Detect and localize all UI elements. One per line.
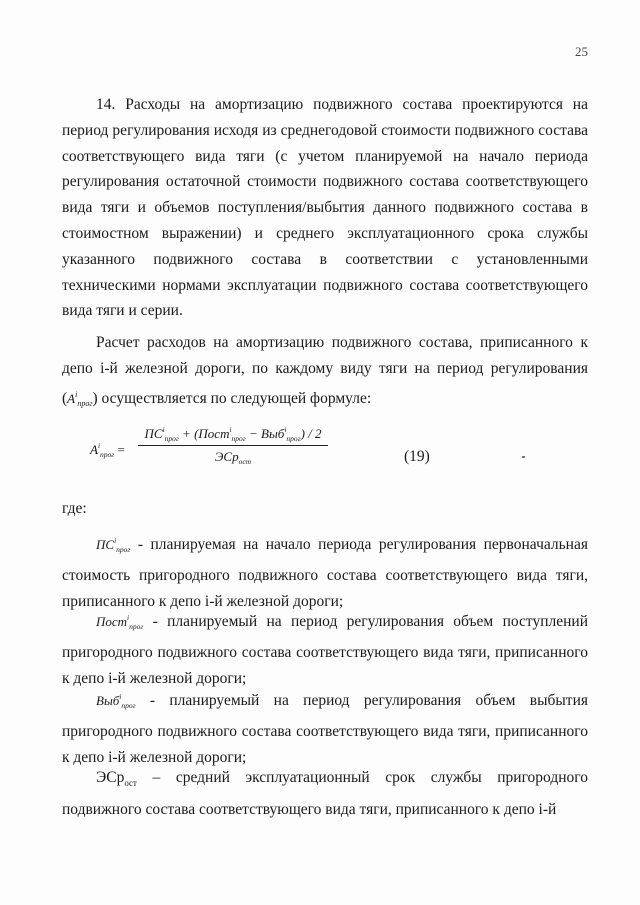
equation-number: (19) [404,448,430,465]
formula-fraction [138,425,328,466]
definition-post [62,605,588,691]
definition-post-symbol: Пост$^i_{прог}$ [96,613,144,631]
formula-19 [90,425,320,485]
definition-post-text: - планируемый на период регулирования объем поступлений пригородного подвижного состава соответствующего вида тяги, приписанного к депо i-й железной дороги; [62,613,588,687]
page-number: 25 [575,44,588,59]
formula-numerator: $ПС^i_{прог}$ + (Пост$^i_{прог}$ − Выб$^i_{прог}$) / 2 [138,425,328,446]
calc-intro-paragraph [62,330,588,416]
formula-denominator: ЭСр$_{ост}$ [214,449,252,466]
definition-ps-text: - планируемая на начало периода регулирования первоначальная стоимость пригородного подвижного состава соответствующего вида тяги, приписанного к депо i-й железной дороги; [62,536,588,610]
where-paragraph [62,496,588,522]
definition-esr [62,765,588,823]
where-label: где: [62,500,87,517]
calc-intro-part1: Расчет расходов на амортизацию подвижного состава, приписанного к депо i-й железной дороги, по каждому виду тяги на период регулирования ( [62,334,588,407]
definition-vyb [62,684,588,770]
calc-intro-part2: ) осуществляется по следующей формуле: [92,389,372,407]
definition-esr-symbol: ЭСр$_{ост}$ [96,769,137,789]
definition-vyb-symbol: Выб$^i_{прог}$ [96,692,136,710]
inline-symbol-a-prog: $A^i_{прог}$ [67,389,93,408]
calc-intro-text [62,330,588,416]
paragraph-14-text: 14. Расходы на амортизацию подвижного состава проектируются на период регулирования исходя из среднегодовой стоимости подвижного состава соответствующего вида тяги (с учетом планируемой на начало периода регулирования остаточной стоимости подвижного состава соответствующего вида тяги и объемов поступления/выбытия данного подвижного состава в стоимостном выражении) и среднего эксплуатационного срока службы указанного подвижного состава в соответствии с установленными техническими нормами эксплуатации подвижного состава соответствующего вида тяги и серии. [62,96,588,320]
paragraph-14 [62,92,588,324]
definition-esr-text: – средний эксплуатационный срок службы пригородного подвижного состава соответствующего вида тяги, приписанного к депо i-й [62,769,588,818]
scan-speck [522,456,525,458]
definition-ps-symbol: $ПС^i_{прог}$ [96,536,131,554]
definition-vyb-text: - планируемый на период регулирования объем выбытия пригородного подвижного состава соответствующего вида тяги, приписанного к депо i-й железной дороги; [62,692,588,766]
definition-ps [62,528,588,614]
formula-lhs: $A^i_{прог}$ = [90,441,125,459]
